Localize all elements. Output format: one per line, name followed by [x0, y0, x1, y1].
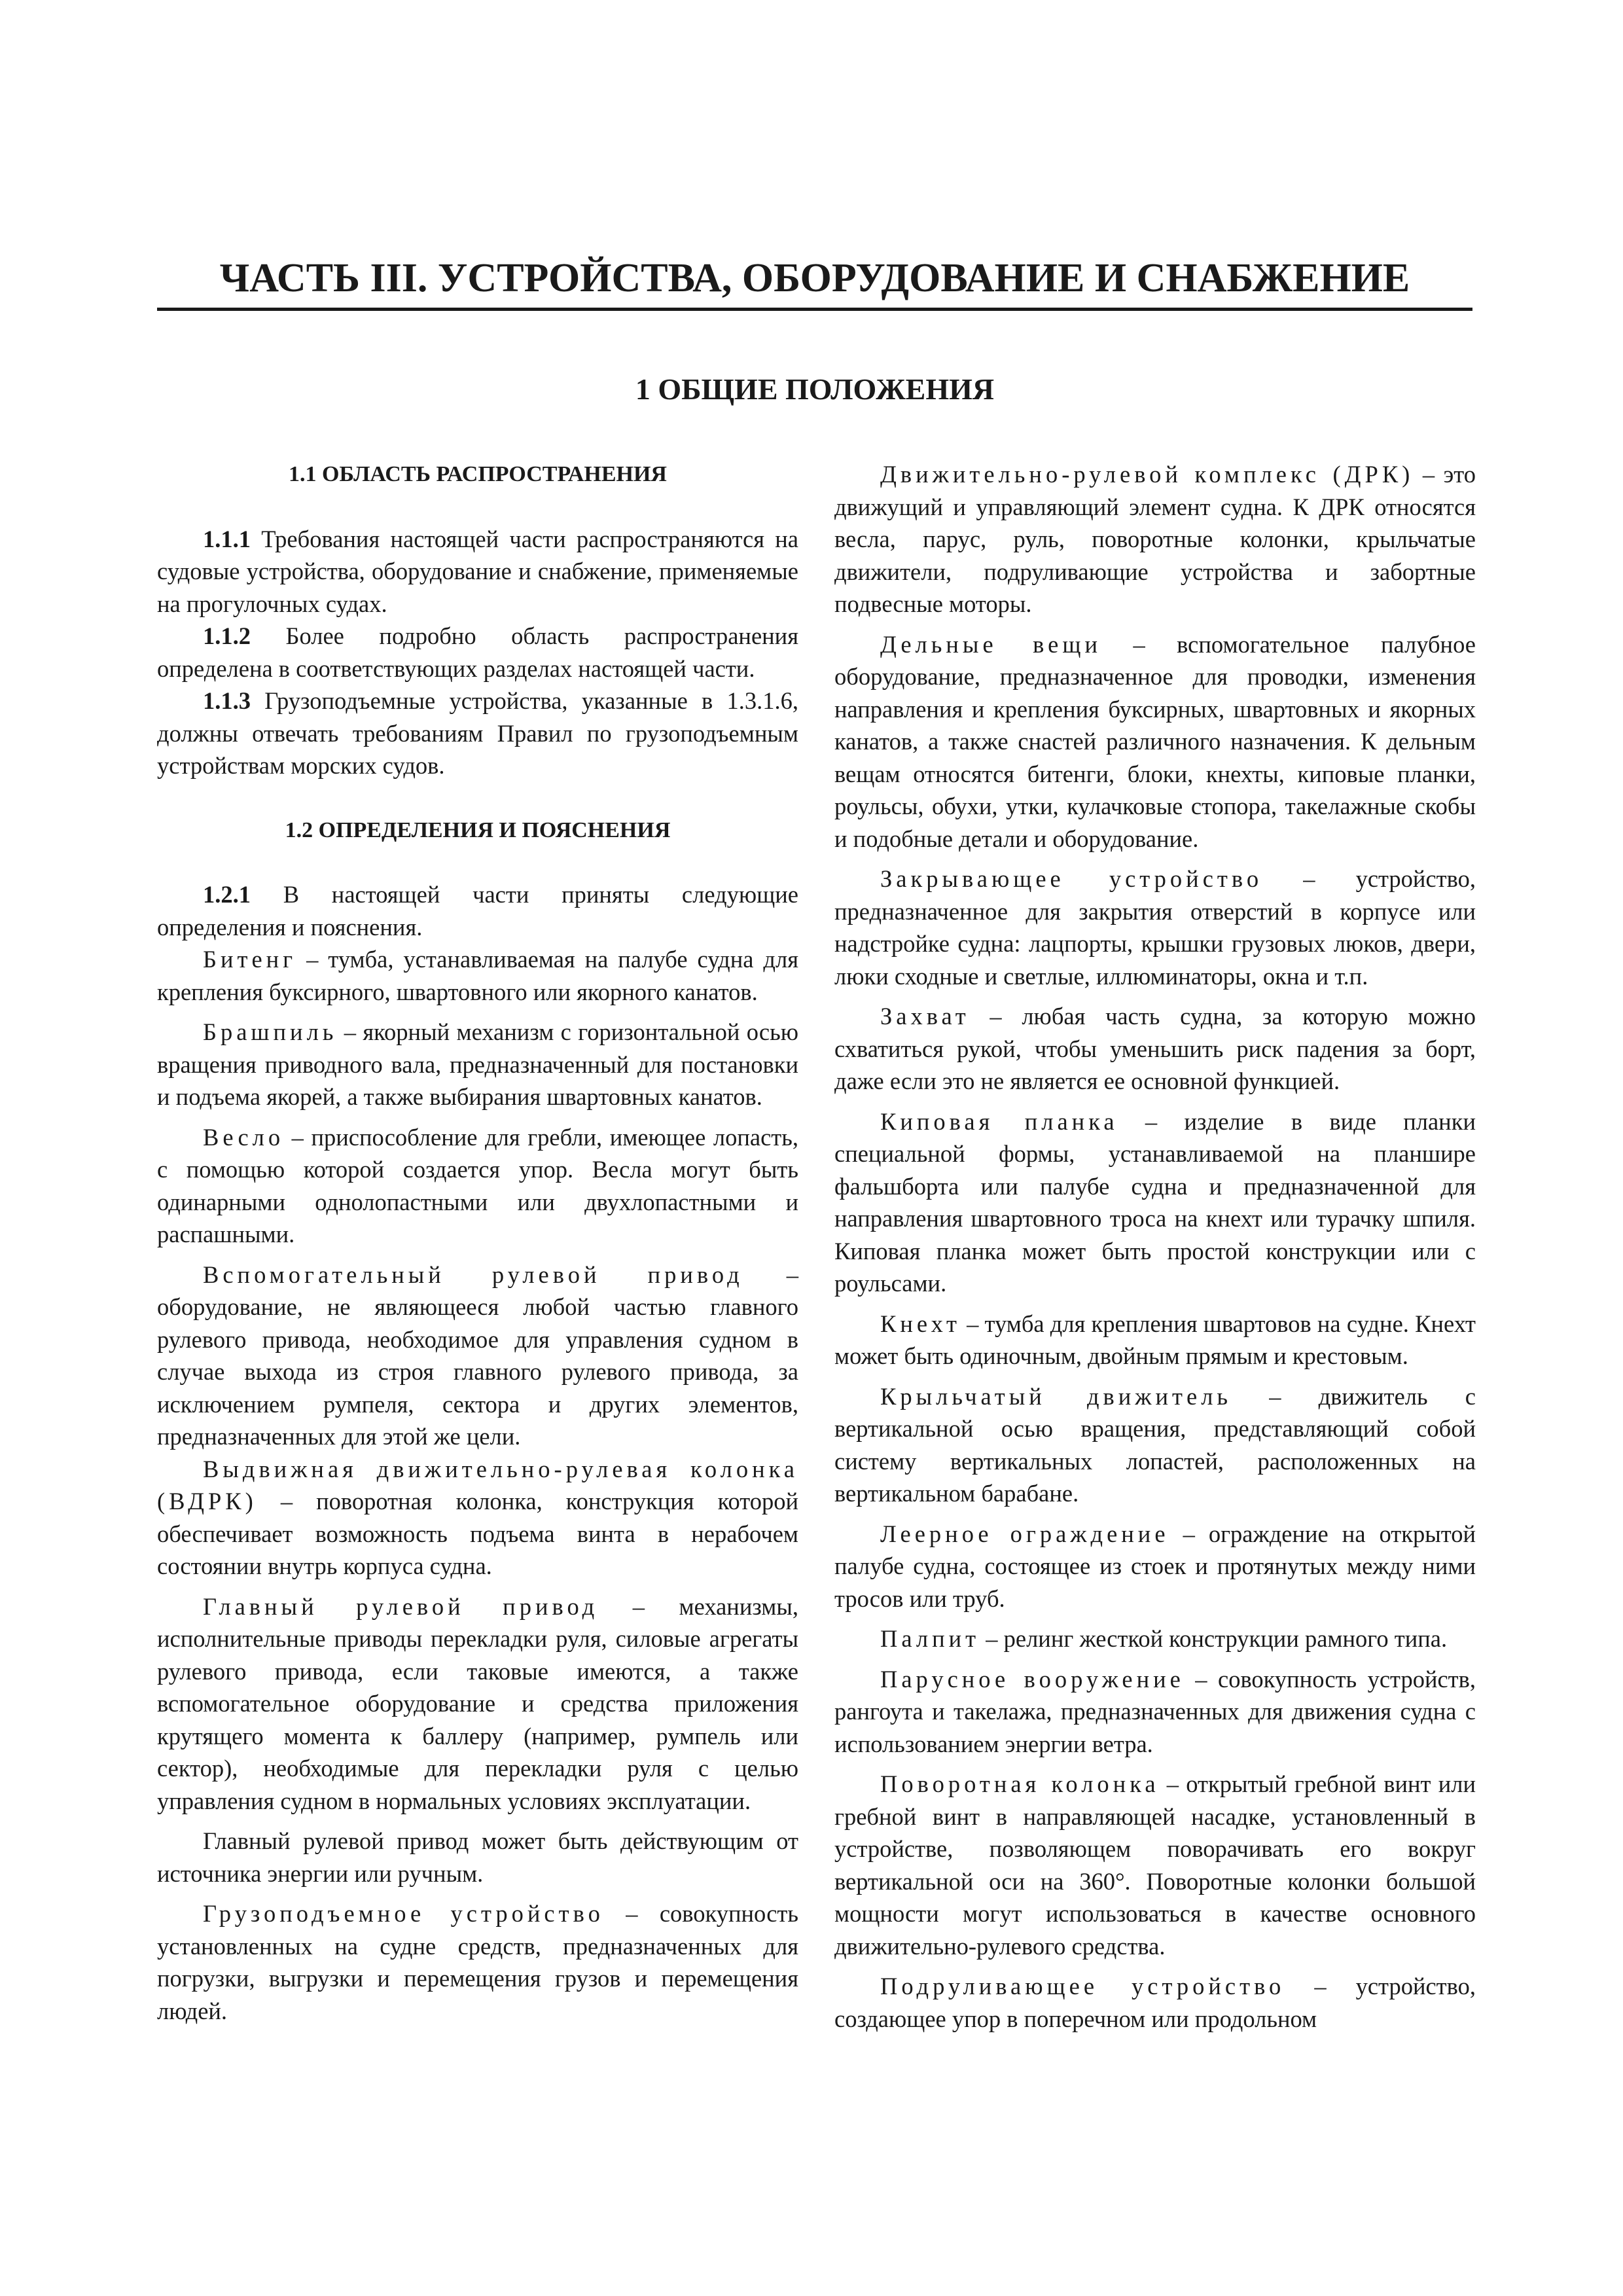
- definition-veslo: [157, 1121, 798, 1251]
- definition-text: – устройство, создающее упор в поперечном или продольном: [834, 1973, 1476, 2032]
- definition-bow-thruster: [834, 1970, 1476, 2035]
- definition-text: – поворотная колонка, конструкция которой обеспечивает возможность подъема винта в нерабочем состоянии внутрь корпуса судна.: [157, 1488, 798, 1579]
- definition-term: Брашпиль: [203, 1018, 338, 1045]
- clause-number: 1.2.1: [203, 881, 251, 908]
- paragraph-1-1-3: [157, 685, 798, 782]
- heading-1-2: 1.2 ОПРЕДЕЛЕНИЯ И ПОЯСНЕНИЯ: [285, 817, 671, 842]
- definition-term: Движительно-рулевой комплекс (ДРК): [880, 461, 1414, 488]
- page-title: ЧАСТЬ III. УСТРОЙСТВА, ОБОРУДОВАНИЕ И СНАБЖЕНИЕ: [219, 256, 1410, 300]
- definition-text: – механизмы, исполнительные приводы перекладки руля, силовые агрегаты рулевого привода, если таковые имеются, а также вспомогательное оборудование и средства приложения крутящего момента к баллеру (например, румпель или сектор), необходимые для перекладки руля с целью управления судном в нормальных условиях эксплуатации.: [157, 1592, 799, 1814]
- definition-text: – оборудование, не являющееся любой частью главного рулевого привода, необходимое для управления судном в случае выхода из строя главного рулевого привода, за исключением румпеля, сектора и других элементов, предназначенных для этой же цели.: [157, 1261, 798, 1450]
- definition-brashpil: [157, 1016, 798, 1113]
- paragraph-1-1-2: [157, 620, 798, 685]
- definition-term: Закрывающее устройство: [880, 865, 1263, 892]
- definition-term: Подруливающее устройство: [880, 1973, 1285, 2000]
- section-title: 1 ОБЩИЕ ПОЛОЖЕНИЯ: [635, 372, 995, 406]
- definition-azimuth-thruster: [834, 1768, 1476, 1962]
- title-rule: [157, 308, 1472, 311]
- clause-text: Требования настоящей части распространяются на судовые устройства, оборудование и снабжение, применяемые на прогулочных судах.: [157, 525, 798, 617]
- definition-handhold: [834, 1000, 1476, 1098]
- definition-vdrk: [157, 1453, 798, 1583]
- clause-text: В настоящей части приняты следующие определения и пояснения.: [157, 881, 798, 941]
- definition-term: Леерное ограждение: [880, 1520, 1169, 1547]
- definition-railing: [834, 1518, 1476, 1615]
- definition-bollard: [834, 1308, 1476, 1372]
- clause-text: Более подробно область распространения определена в соответствующих разделах настоящей части.: [157, 622, 798, 682]
- definition-text: – открытый гребной винт или гребной винт в направляющей насадке, установленный в устройстве, позволяющем поворачивать его вокруг вертикальной оси на 360°. Поворотные колонки большой мощности могут использоваться в качестве основного движительно-рулевого средства.: [834, 1770, 1476, 1960]
- definition-text: – вспомогательное палубное оборудование, предназначенное для проводки, изменения направления и крепления буксирных, швартовных и якорных канатов, а также снастей различного назначения. К дельным вещам относятся битенги, блоки, кнехты, киповые планки, роульсы, обухи, утки, кулачковые стопора, такелажные скобы и подобные детали и оборудование.: [834, 630, 1476, 852]
- definition-text: – изделие в виде планки специальной формы, устанавливаемой на планшире фальшборта или палубе судна и предназначенной для направления швартовного троса на кнехт или турачку шпиля. Киповая планка может быть простой конструкции или с роульсами.: [834, 1107, 1476, 1297]
- paragraph-1-1-1: [157, 523, 798, 620]
- definition-term: Выдвижная движительно-рулевая колонка (ВДРК): [157, 1455, 798, 1515]
- definition-pulpit: [834, 1623, 1476, 1655]
- definition-auxiliary-steering: [157, 1259, 798, 1453]
- definition-term: Дельные вещи: [880, 630, 1101, 658]
- definition-text: – тумба для крепления швартовов на судне. Кнехт может быть одиночным, двойным прямым и крестовым.: [834, 1310, 1476, 1369]
- definition-lifting-device: [157, 1897, 798, 2027]
- definition-main-steering: [157, 1590, 798, 1818]
- definition-bitteng: [157, 943, 798, 1008]
- definition-text: – движитель с вертикальной осью вращения, представляющий собой систему вертикальных лопастей, расположенных на вертикальном барабане.: [834, 1382, 1476, 1507]
- definition-text: – приспособление для гребли, имеющее лопасть, с помощью которой создается упор. Весла могут быть одинарными однолопастными или двухлопастными и распашными.: [157, 1123, 798, 1247]
- definition-closing-device: [834, 863, 1476, 992]
- clause-number: 1.1.3: [203, 687, 251, 714]
- definition-term: Грузоподъемное устройство: [203, 1900, 604, 1927]
- definition-text: – тумба, устанавливаемая на палубе судна для крепления буксирного, швартовного или якорного канатов.: [157, 946, 798, 1005]
- definition-sailing-rig: [834, 1663, 1476, 1761]
- clause-text: Грузоподъемные устройства, указанные в 1.3.1.6, должны отвечать требованиям Правил по грузоподъемным устройствам морских судов.: [157, 687, 798, 779]
- definition-term: Вспомогательный рулевой привод: [203, 1261, 743, 1288]
- definition-term: Палпит: [880, 1625, 980, 1652]
- clause-number: 1.1.2: [203, 622, 251, 649]
- definition-term: Киповая планка: [880, 1107, 1118, 1135]
- right-column: [834, 458, 1476, 2035]
- definition-fairlead: [834, 1105, 1476, 1300]
- paragraph-1-2-1: [157, 878, 798, 943]
- definition-term: Парусное вооружение: [880, 1665, 1185, 1693]
- definition-text: – якорный механизм с горизонтальной осью вращения приводного вала, предназначенный для постановки и подъема якорей, а также выбирания швартовных канатов.: [157, 1018, 798, 1110]
- definition-term: Весло: [203, 1123, 285, 1151]
- left-column: [157, 458, 798, 2027]
- definition-cycloidal-propeller: [834, 1380, 1476, 1510]
- definition-text: – это движущий и управляющий элемент судна. К ДРК относятся весла, парус, руль, поворотные колонки, крыльчатые движители, подруливающие устройства и забортные подвесные моторы.: [834, 461, 1476, 617]
- heading-1-1: 1.1 ОБЛАСТЬ РАСПРОСТРАНЕНИЯ: [289, 462, 667, 486]
- definition-drk: [834, 458, 1476, 620]
- definition-term: Крыльчатый движитель: [880, 1382, 1232, 1410]
- definition-text: – любая часть судна, за которую можно схватиться рукой, чтобы уменьшить риск падения за борт, даже если это не является ее основной функцией.: [834, 1003, 1476, 1094]
- definition-text: – совокупность установленных на судне средств, предназначенных для погрузки, выгрузки и перемещения грузов и перемещения людей.: [157, 1900, 798, 2024]
- definition-term: Главный рулевой привод: [203, 1592, 599, 1620]
- definition-term: Поворотная колонка: [880, 1770, 1160, 1797]
- definition-deck-fittings: [834, 628, 1476, 855]
- clause-number: 1.1.1: [203, 525, 251, 552]
- definition-text: – ограждение на открытой палубе судна, состоящее из стоек и протянутых между ними тросов или труб.: [834, 1520, 1476, 1612]
- definition-term: Захват: [880, 1003, 970, 1030]
- definition-text: – релинг жесткой конструкции рамного типа.: [980, 1625, 1448, 1652]
- definition-term: Битенг: [203, 946, 297, 973]
- definition-term: Кнехт: [880, 1310, 961, 1337]
- definition-main-steering-note: Главный рулевой привод может быть действующим от источника энергии или ручным.: [157, 1827, 798, 1887]
- definition-text: – устройство, предназначенное для закрытия отверстий в корпусе или надстройке судна: лацпорты, крышки грузовых люков, двери, люки сходные и светлые, иллюминаторы, окна и т.п.: [834, 865, 1476, 990]
- definition-text: – совокупность устройств, рангоута и такелажа, предназначенных для движения судна с использованием энергии ветра.: [834, 1665, 1476, 1757]
